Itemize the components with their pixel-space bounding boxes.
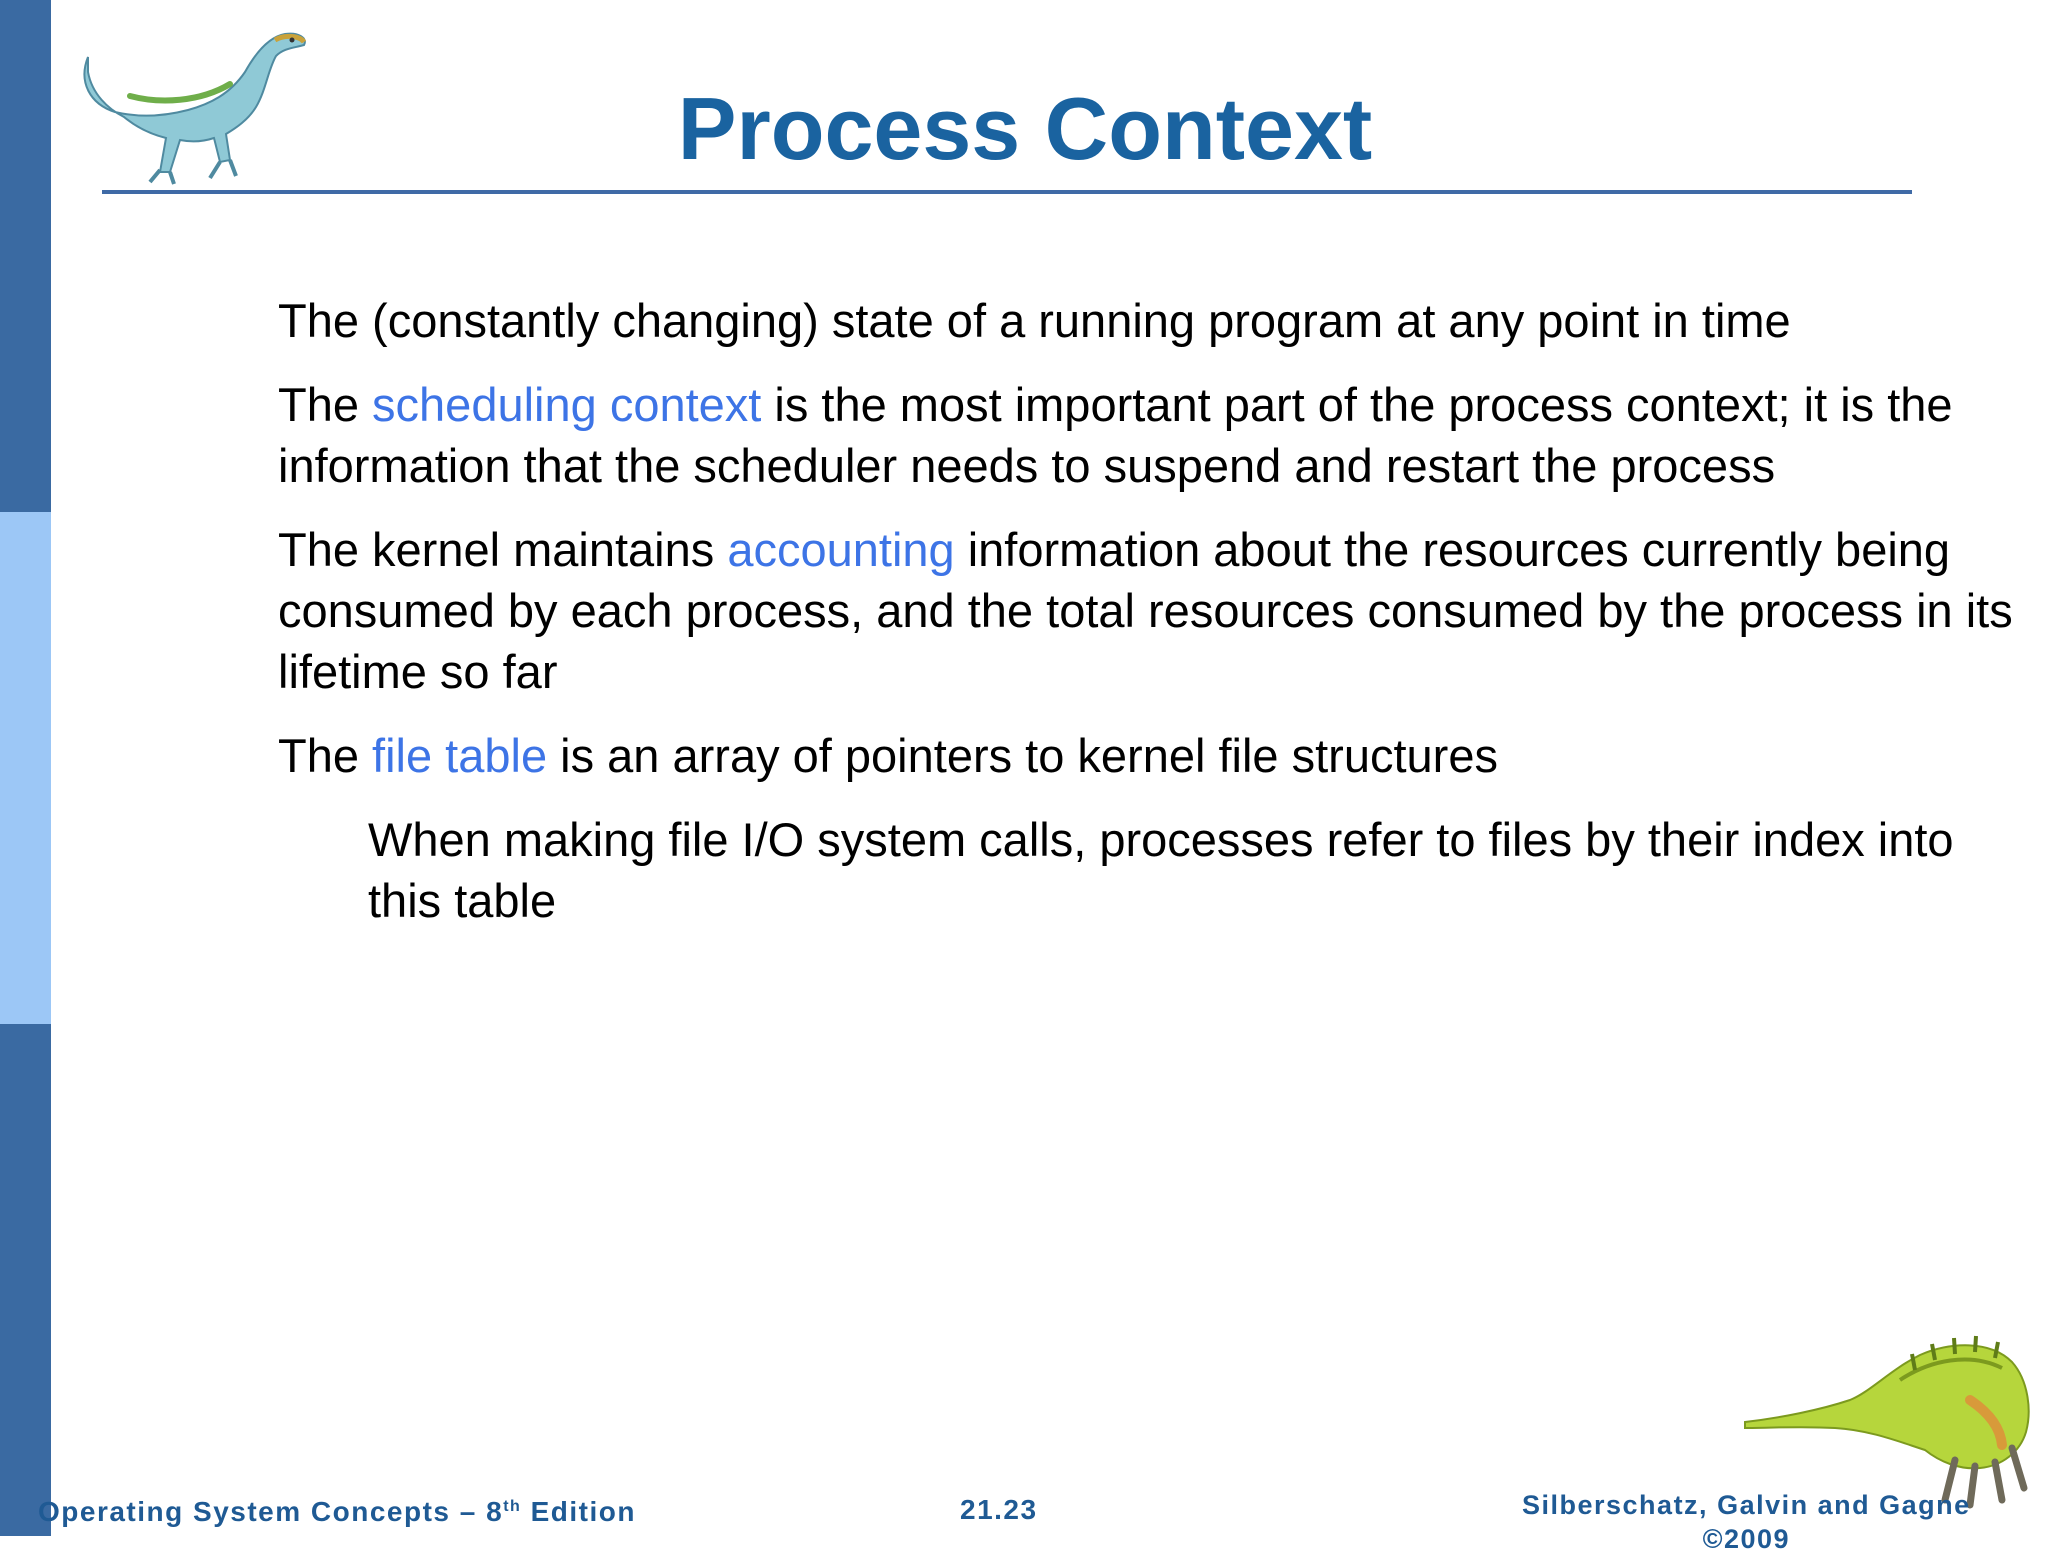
dinosaur-icon (70, 12, 320, 192)
slide-title: Process Context (677, 79, 1373, 178)
sidebar-band-middle (0, 512, 51, 1024)
bullet-scheduling-context: The scheduling context is the most important part of the process context; it is the information that the scheduler needs to suspend and restart the process (278, 378, 1953, 492)
footer-page-number: 21.23 (960, 1494, 1038, 1525)
footer-book-title: Operating System Concepts – 8th Edition (38, 1496, 636, 1527)
footer-authors: Silberschatz, Galvin and Gagne ©2009 (1522, 1490, 1971, 1554)
sub-bullet-file-io: When making file I/O system calls, processes refer to files by their index into this table (368, 813, 1954, 927)
title-divider (102, 190, 1912, 194)
highlight-term: accounting (727, 523, 955, 576)
sidebar-band-bottom (0, 1024, 51, 1536)
slide-content (278, 290, 2018, 954)
highlight-term: file table (372, 729, 548, 782)
bullet-file-table: The file table is an array of pointers to kernel file structures (278, 729, 1498, 782)
dinosaur-icon (1740, 1310, 2040, 1510)
highlight-term: scheduling context (372, 378, 762, 431)
bullet-accounting: The kernel maintains accounting information about the resources currently being consumed by each process, and the total resources consumed by the process in its lifetime so far (278, 523, 2013, 698)
sidebar-band-top (0, 0, 51, 512)
bullet-process-context: The (constantly changing) state of a running program at any point in time (278, 294, 1791, 347)
